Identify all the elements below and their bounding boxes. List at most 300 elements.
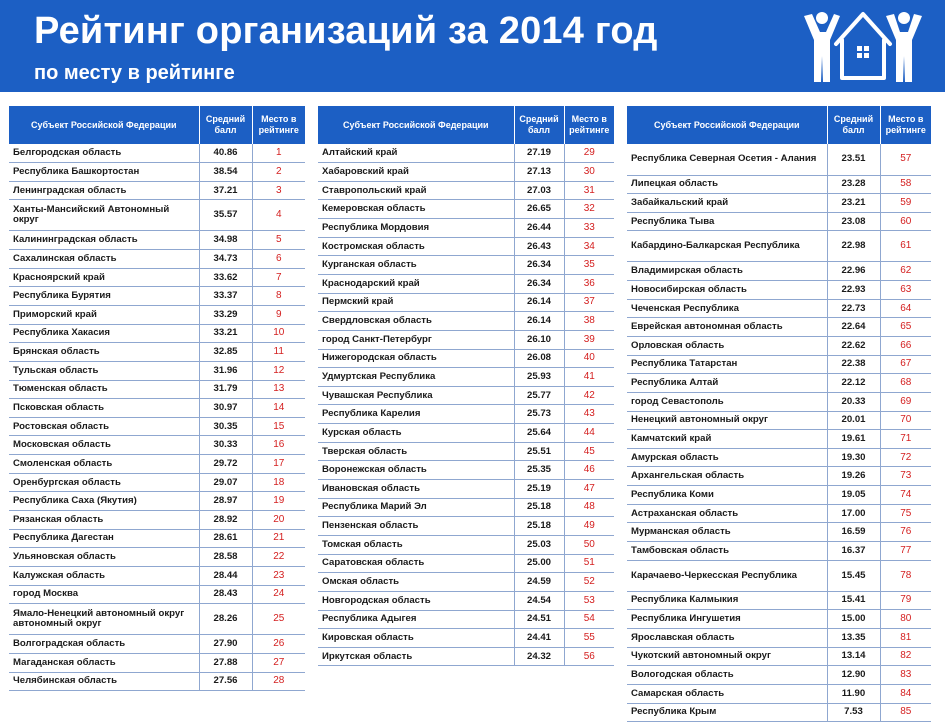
table-row [318,554,614,573]
average-score: 28.44 [199,566,252,585]
table-row [318,219,614,238]
region-name: Калужская область [9,566,199,585]
rank-value: 28 [252,672,305,691]
rank-value: 26 [252,635,305,654]
region-name: Магаданская область [9,653,199,672]
average-score: 11.90 [827,684,880,703]
average-score: 25.18 [514,517,564,536]
table-row [318,480,614,499]
table-row [318,312,614,331]
rank-value: 37 [564,293,614,312]
rank-value: 85 [880,703,931,722]
region-name: Волгоградская область [9,635,199,654]
rank-value: 14 [252,399,305,418]
table-row [318,256,614,275]
ranking-table-2 [318,106,614,666]
average-score: 22.96 [827,262,880,281]
table-row [627,281,931,300]
rank-value: 9 [252,305,305,324]
average-score: 24.41 [514,629,564,648]
region-name: Ярославская область [627,628,827,647]
table-row [318,181,614,200]
average-score: 31.79 [199,380,252,399]
rank-value: 32 [564,200,614,219]
rank-value: 62 [880,262,931,281]
rank-value: 47 [564,480,614,499]
average-score: 22.73 [827,299,880,318]
region-name: Брянская область [9,343,199,362]
average-score: 33.62 [199,268,252,287]
rank-value: 79 [880,591,931,610]
region-name: Смоленская область [9,455,199,474]
region-name: город Москва [9,585,199,604]
table-row [9,585,305,604]
table-row [9,287,305,306]
region-name: Свердловская область [318,312,514,331]
region-name: Красноярский край [9,268,199,287]
rank-value: 27 [252,653,305,672]
average-score: 25.51 [514,442,564,461]
average-score: 26.65 [514,200,564,219]
region-name: Калининградская область [9,231,199,250]
rank-value: 22 [252,548,305,567]
rank-value: 36 [564,274,614,293]
region-name: Краснодарский край [318,274,514,293]
rank-value: 49 [564,517,614,536]
average-score: 12.90 [827,666,880,685]
region-name: Ульяновская область [9,548,199,567]
average-score: 37.21 [199,181,252,200]
table-row [318,144,614,163]
table-row [627,591,931,610]
table-row [9,566,305,585]
region-name: Кабардино-Балкарская Республика [627,231,827,262]
rank-value: 56 [564,647,614,666]
rank-value: 24 [252,585,305,604]
region-name: Республика Ингушетия [627,610,827,629]
table-row [9,399,305,418]
average-score: 27.19 [514,144,564,163]
region-name: Костромская область [318,237,514,256]
average-score: 33.37 [199,287,252,306]
region-name: Ивановская область [318,480,514,499]
average-score: 26.14 [514,312,564,331]
region-name: Республика Марий Эл [318,498,514,517]
region-name: Самарская область [627,684,827,703]
region-name: Псковская область [9,399,199,418]
average-score: 15.41 [827,591,880,610]
rank-value: 50 [564,535,614,554]
average-score: 24.32 [514,647,564,666]
region-name: Республика Мордовия [318,219,514,238]
rank-value: 40 [564,349,614,368]
region-name: Оренбургская область [9,473,199,492]
region-name: город Севастополь [627,392,827,411]
header-banner [0,0,945,92]
average-score: 28.26 [199,604,252,635]
rank-value: 7 [252,268,305,287]
average-score: 25.77 [514,386,564,405]
table-row [9,268,305,287]
table-row [9,672,305,691]
table-row [318,349,614,368]
table-row [9,181,305,200]
average-score: 22.38 [827,355,880,374]
table-row [318,610,614,629]
average-score: 19.26 [827,467,880,486]
average-score: 35.57 [199,200,252,231]
average-score: 20.33 [827,392,880,411]
average-score: 26.34 [514,256,564,275]
rank-value: 6 [252,250,305,269]
table-row [318,405,614,424]
rank-value: 17 [252,455,305,474]
region-name: Томская область [318,535,514,554]
rank-value: 39 [564,330,614,349]
region-name: Карачаево-Черкесская Республика [627,560,827,591]
table-row [9,653,305,672]
table-row [318,461,614,480]
average-score: 27.56 [199,672,252,691]
rank-value: 20 [252,511,305,530]
region-name: Вологодская область [627,666,827,685]
average-score: 26.43 [514,237,564,256]
table-row [9,417,305,436]
region-name: Республика Тыва [627,212,827,231]
average-score: 40.86 [199,144,252,163]
region-name: Новгородская область [318,591,514,610]
average-score: 31.96 [199,361,252,380]
rank-value: 69 [880,392,931,411]
table-row [9,305,305,324]
table-row [627,175,931,194]
rank-value: 34 [564,237,614,256]
table-row [9,250,305,269]
rank-value: 44 [564,424,614,443]
table-row [627,666,931,685]
table-row [9,324,305,343]
rank-value: 84 [880,684,931,703]
average-score: 23.21 [827,194,880,213]
region-name: Липецкая область [627,175,827,194]
average-score: 23.28 [827,175,880,194]
region-name: Сахалинская область [9,250,199,269]
table-row [9,436,305,455]
rank-value: 10 [252,324,305,343]
rank-value: 61 [880,231,931,262]
region-name: Чукотский автономный округ [627,647,827,666]
average-score: 33.29 [199,305,252,324]
table-row [627,684,931,703]
table-row [627,430,931,449]
average-score: 26.44 [514,219,564,238]
average-score: 24.59 [514,573,564,592]
region-name: Кировская область [318,629,514,648]
region-name: Московская область [9,436,199,455]
table-row [627,144,931,175]
rank-value: 8 [252,287,305,306]
average-score: 25.19 [514,480,564,499]
average-score: 19.05 [827,486,880,505]
rank-value: 58 [880,175,931,194]
average-score: 26.34 [514,274,564,293]
table-row [627,486,931,505]
average-score: 32.85 [199,343,252,362]
rank-value: 77 [880,542,931,561]
table-row [9,380,305,399]
rank-value: 66 [880,336,931,355]
region-name: Ставропольский край [318,181,514,200]
average-score: 28.61 [199,529,252,548]
rank-value: 15 [252,417,305,436]
rank-value: 35 [564,256,614,275]
table-row [627,560,931,591]
region-name: Тульская область [9,361,199,380]
region-name: Омская область [318,573,514,592]
region-name: Республика Хакасия [9,324,199,343]
region-name: Республика Калмыкия [627,591,827,610]
average-score: 38.54 [199,163,252,182]
rank-value: 25 [252,604,305,635]
average-score: 25.35 [514,461,564,480]
average-score: 33.21 [199,324,252,343]
region-name: Астраханская область [627,504,827,523]
table-row [318,442,614,461]
region-name: Саратовская область [318,554,514,573]
table-row [9,548,305,567]
average-score: 25.64 [514,424,564,443]
region-name: Кемеровская область [318,200,514,219]
region-name: Нижегородская область [318,349,514,368]
ranking-table-1 [9,106,305,691]
region-name: Приморский край [9,305,199,324]
table-row [9,361,305,380]
table-row [627,647,931,666]
average-score: 7.53 [827,703,880,722]
table-row [318,424,614,443]
table-row [627,355,931,374]
table-row [627,194,931,213]
rank-value: 60 [880,212,931,231]
average-score: 28.43 [199,585,252,604]
average-score: 30.35 [199,417,252,436]
rank-value: 72 [880,448,931,467]
rank-value: 80 [880,610,931,629]
rank-value: 38 [564,312,614,331]
score-header: Средний балл [199,106,252,144]
average-score: 24.51 [514,610,564,629]
rank-value: 73 [880,467,931,486]
average-score: 22.64 [827,318,880,337]
region-name: Алтайский край [318,144,514,163]
rank-value: 71 [880,430,931,449]
table-row [627,628,931,647]
region-name: Республика Карелия [318,405,514,424]
table-row [318,386,614,405]
table-row [9,163,305,182]
table-row [318,517,614,536]
average-score: 19.30 [827,448,880,467]
table-row [627,299,931,318]
average-score: 22.62 [827,336,880,355]
table-row [9,200,305,231]
average-score: 25.00 [514,554,564,573]
average-score: 22.98 [827,231,880,262]
table-row [627,542,931,561]
region-name: Республика Башкортостан [9,163,199,182]
page-subtitle: по месту в рейтинге [34,62,235,84]
table-row [627,703,931,722]
rank-value: 43 [564,405,614,424]
table-row [9,473,305,492]
region-name: Хабаровский край [318,163,514,182]
average-score: 30.33 [199,436,252,455]
average-score: 16.37 [827,542,880,561]
region-name: Белгородская область [9,144,199,163]
table-row [318,293,614,312]
score-header: Средний балл [827,106,880,144]
average-score: 19.61 [827,430,880,449]
rank-value: 16 [252,436,305,455]
region-name: Забайкальский край [627,194,827,213]
table-row [627,212,931,231]
region-name: Пермский край [318,293,514,312]
region-name: Орловская область [627,336,827,355]
rank-value: 12 [252,361,305,380]
region-name: Ханты-Мансийский Автономный округ [9,200,199,231]
average-score: 25.73 [514,405,564,424]
table-row [627,318,931,337]
rank-value: 31 [564,181,614,200]
region-name: Ямало-Ненецкий автономный округ автономный округ [9,604,199,635]
table-row [318,368,614,387]
region-name: Иркутская область [318,647,514,666]
rank-value: 21 [252,529,305,548]
region-name: Чеченская Республика [627,299,827,318]
rank-value: 52 [564,573,614,592]
region-name: Республика Северная Осетия - Алания [627,144,827,175]
table-row [318,535,614,554]
average-score: 22.93 [827,281,880,300]
rank-value: 74 [880,486,931,505]
average-score: 28.58 [199,548,252,567]
region-header: Субъект Российской Федерации [318,106,514,144]
table-row [318,237,614,256]
rank-value: 18 [252,473,305,492]
rank-value: 67 [880,355,931,374]
region-name: Амурская область [627,448,827,467]
average-score: 26.10 [514,330,564,349]
rank-header: Место в рейтинге [564,106,614,144]
average-score: 25.18 [514,498,564,517]
rank-value: 53 [564,591,614,610]
rank-value: 1 [252,144,305,163]
rank-value: 57 [880,144,931,175]
table-row [627,610,931,629]
region-name: Тюменская область [9,380,199,399]
region-name: Тамбовская область [627,542,827,561]
rank-value: 11 [252,343,305,362]
average-score: 29.72 [199,455,252,474]
average-score: 23.08 [827,212,880,231]
rank-value: 78 [880,560,931,591]
table-row [627,523,931,542]
rank-value: 23 [252,566,305,585]
average-score: 26.08 [514,349,564,368]
rank-value: 70 [880,411,931,430]
region-name: Тверская область [318,442,514,461]
table-row [627,411,931,430]
average-score: 13.14 [827,647,880,666]
average-score: 25.03 [514,535,564,554]
region-name: Воронежская область [318,461,514,480]
table-row [627,262,931,281]
average-score: 28.92 [199,511,252,530]
region-name: Владимирская область [627,262,827,281]
average-score: 24.54 [514,591,564,610]
average-score: 27.03 [514,181,564,200]
average-score: 27.13 [514,163,564,182]
region-name: Республика Саха (Якутия) [9,492,199,511]
rank-value: 5 [252,231,305,250]
rank-value: 46 [564,461,614,480]
region-name: Республика Алтай [627,374,827,393]
table-row [318,573,614,592]
region-name: Республика Татарстан [627,355,827,374]
rank-header: Место в рейтинге [880,106,931,144]
table-row [9,529,305,548]
rank-value: 82 [880,647,931,666]
region-name: Еврейская автономная область [627,318,827,337]
average-score: 28.97 [199,492,252,511]
average-score: 23.51 [827,144,880,175]
rank-value: 19 [252,492,305,511]
house-people-logo-icon [800,6,926,86]
rank-value: 33 [564,219,614,238]
table-row [9,635,305,654]
rank-value: 54 [564,610,614,629]
region-name: Республика Коми [627,486,827,505]
average-score: 22.12 [827,374,880,393]
average-score: 34.98 [199,231,252,250]
rank-value: 83 [880,666,931,685]
page-title: Рейтинг организаций за 2014 год [34,10,658,52]
average-score: 20.01 [827,411,880,430]
region-name: Ростовская область [9,417,199,436]
rank-value: 75 [880,504,931,523]
region-name: Челябинская область [9,672,199,691]
rank-value: 64 [880,299,931,318]
table-row [318,274,614,293]
region-name: город Санкт-Петербург [318,330,514,349]
region-name: Ненецкий автономный округ [627,411,827,430]
rank-value: 3 [252,181,305,200]
rank-value: 63 [880,281,931,300]
region-name: Чувашская Республика [318,386,514,405]
region-name: Архангельская область [627,467,827,486]
table-row [627,467,931,486]
average-score: 16.59 [827,523,880,542]
region-name: Республика Крым [627,703,827,722]
rank-value: 30 [564,163,614,182]
average-score: 25.93 [514,368,564,387]
average-score: 17.00 [827,504,880,523]
average-score: 29.07 [199,473,252,492]
rank-value: 29 [564,144,614,163]
average-score: 13.35 [827,628,880,647]
region-name: Рязанская область [9,511,199,530]
table-row [9,492,305,511]
